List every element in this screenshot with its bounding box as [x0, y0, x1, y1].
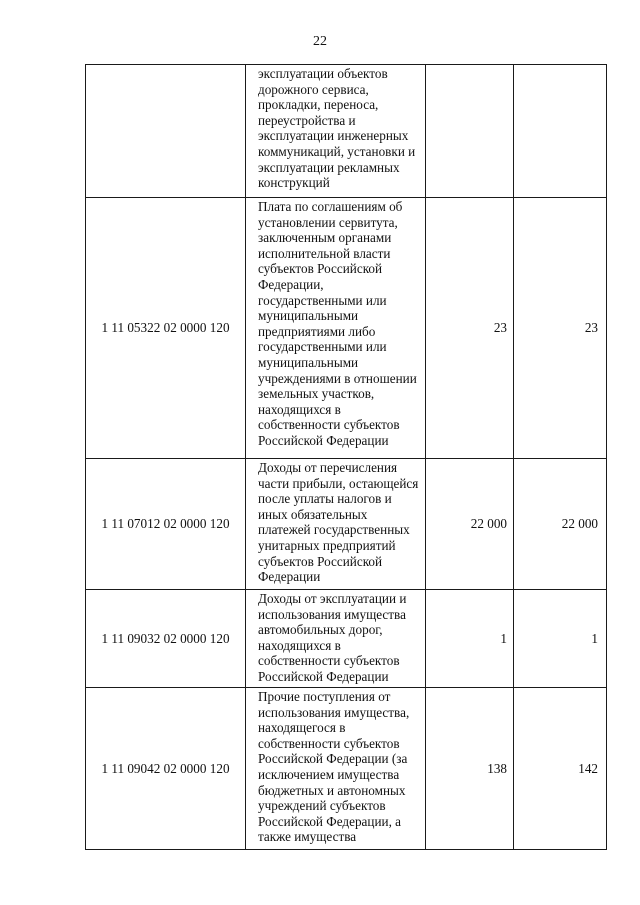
amount-year-1: 22 000: [426, 459, 514, 590]
description-line: собственности субъектов: [258, 735, 400, 751]
description-line: также имущества: [258, 829, 357, 845]
description-line: субъектов Российской: [258, 553, 383, 569]
description-line: Российской Федерации: [258, 668, 389, 684]
description-line: Федерации,: [258, 276, 324, 292]
description-line: Российской Федерации: [258, 432, 389, 448]
description-line: платежей государственных: [258, 522, 410, 538]
classification-code: [86, 65, 246, 198]
description-line: субъектов Российской: [258, 261, 383, 277]
description-line: Прочие поступления от: [258, 689, 391, 704]
description-line: находящегося в: [258, 720, 346, 736]
description-line: предприятиями либо: [258, 323, 376, 339]
description-line: дорожного сервиса,: [258, 81, 369, 97]
description-line: использования имущества,: [258, 704, 410, 720]
amount-year-2: 23: [514, 198, 607, 459]
page-number: 22: [313, 34, 327, 49]
description-line: автомобильных дорог,: [258, 622, 383, 638]
description-line: государственными или: [258, 339, 387, 355]
amount-year-1: 138: [426, 688, 514, 850]
description-line: бюджетных и автономных: [258, 782, 406, 798]
description-line: государственными или: [258, 292, 387, 308]
description-line: установлении сервитута,: [258, 214, 398, 230]
amount-year-2: 142: [514, 688, 607, 850]
amount-year-2: [514, 65, 607, 198]
amount-year-2: 1: [514, 590, 607, 688]
revenue-description: [246, 198, 426, 459]
description-line: учреждений субъектов: [258, 798, 386, 814]
description-line: собственности субъектов: [258, 417, 400, 433]
description-line: переустройства и: [258, 112, 356, 128]
table-row: [86, 198, 607, 459]
amount-year-1: [426, 65, 514, 198]
revenue-description: [246, 688, 426, 850]
description-line: использования имущества: [258, 606, 406, 622]
description-line: заключенным органами: [258, 230, 392, 246]
description-line: прокладки, переноса,: [258, 97, 379, 113]
description-line: Федерации: [258, 569, 321, 585]
description-line: иных обязательных: [258, 506, 368, 522]
classification-code: 1 11 07012 02 0000 120: [86, 459, 246, 590]
description-line: Плата по соглашениям об: [258, 199, 403, 214]
description-line: муниципальными: [258, 354, 359, 370]
description-line: находящихся в: [258, 637, 341, 653]
description-line: муниципальными: [258, 308, 359, 324]
description-line: унитарных предприятий: [258, 537, 396, 553]
revenue-description: [246, 590, 426, 688]
description-line: коммуникаций, установки и: [258, 143, 416, 159]
table-row: [86, 688, 607, 850]
description-line: конструкций: [258, 175, 330, 191]
description-line: находящихся в: [258, 401, 341, 417]
classification-code: 1 11 09032 02 0000 120: [86, 590, 246, 688]
description-line: после уплаты налогов и: [258, 491, 392, 507]
amount-year-2: 22 000: [514, 459, 607, 590]
classification-code: 1 11 09042 02 0000 120: [86, 688, 246, 850]
revenue-description: [246, 65, 426, 198]
description-line: земельных участков,: [258, 386, 375, 402]
description-line: Доходы от эксплуатации и: [258, 591, 407, 606]
description-line: Доходы от перечисления: [258, 460, 398, 475]
description-line: исключением имущества: [258, 766, 400, 782]
description-line: собственности субъектов: [258, 653, 400, 669]
table-row: [86, 590, 607, 688]
description-line: исполнительной власти: [258, 245, 391, 261]
description-line: эксплуатации рекламных: [258, 159, 400, 175]
description-line: эксплуатации инженерных: [258, 128, 409, 144]
description-line: учреждениями в отношении: [258, 370, 417, 386]
budget-table: [85, 64, 607, 850]
description-line: эксплуатации объектов: [258, 66, 388, 81]
classification-code: 1 11 05322 02 0000 120: [86, 198, 246, 459]
description-line: части прибыли, остающейся: [258, 475, 419, 491]
revenue-description: [246, 459, 426, 590]
table-row: [86, 459, 607, 590]
table-row: [86, 65, 607, 198]
amount-year-1: 23: [426, 198, 514, 459]
description-line: Российской Федерации (за: [258, 751, 408, 767]
description-line: Российской Федерации, а: [258, 813, 402, 829]
amount-year-1: 1: [426, 590, 514, 688]
